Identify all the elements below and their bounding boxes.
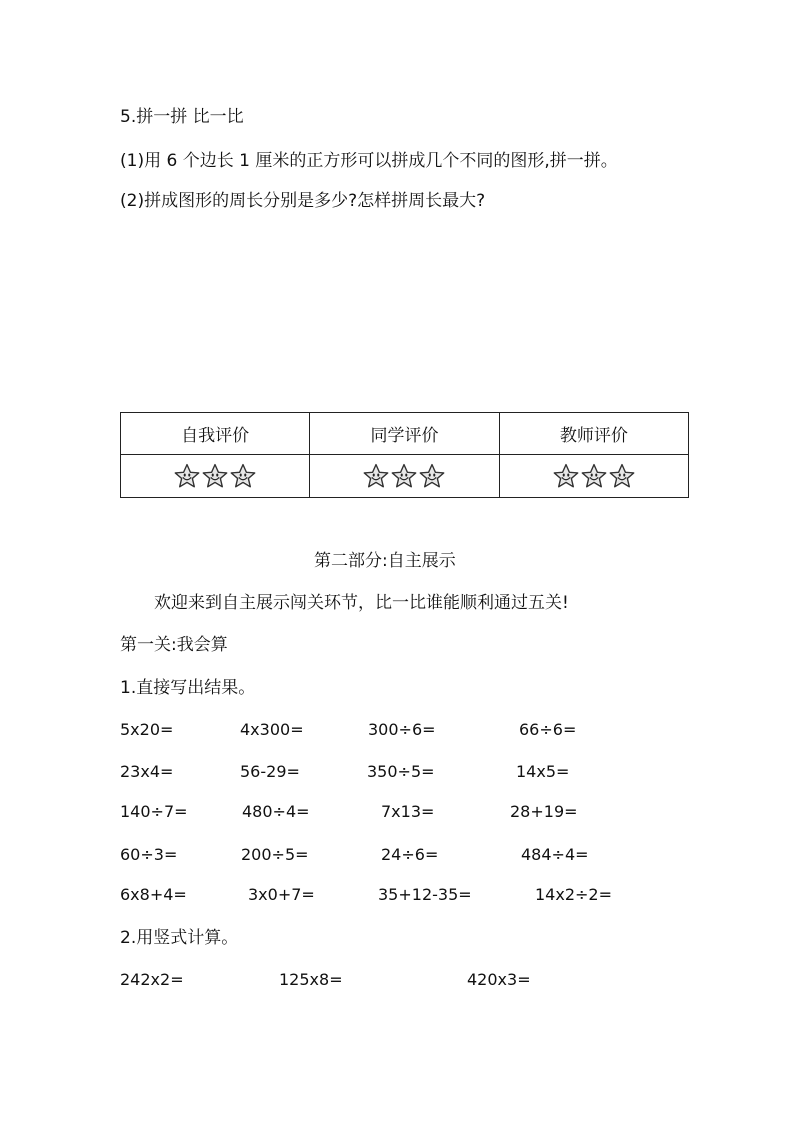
- section5-title: 5.拼一拼 比一比: [120, 107, 244, 127]
- part2-title: 第二部分:自主展示: [314, 551, 456, 571]
- evaluation-header-row: [121, 413, 689, 455]
- smiley-star-icon[interactable]: [174, 463, 200, 489]
- calc-item: 23x4=: [120, 762, 174, 781]
- peer-evaluation-stars[interactable]: [310, 455, 499, 498]
- calc-item: 7x13=: [381, 802, 435, 821]
- calc-item: 200÷5=: [241, 845, 309, 864]
- calc-item: 300÷6=: [368, 720, 436, 739]
- task2-title: 2.用竖式计算。: [120, 928, 239, 948]
- task1-title: 1.直接写出结果。: [120, 678, 256, 698]
- calc-item: 350÷5=: [367, 762, 435, 781]
- vertical-calc-item: 420x3=: [467, 970, 531, 989]
- calc-item: 140÷7=: [120, 802, 188, 821]
- smiley-star-icon[interactable]: [230, 463, 256, 489]
- calc-item: 14x2÷2=: [535, 885, 612, 904]
- calc-item: 28+19=: [510, 802, 578, 821]
- section5-question-1: (1)用 6 个边长 1 厘米的正方形可以拼成几个不同的图形,拼一拼。: [120, 151, 618, 171]
- self-evaluation-header: 自我评价: [121, 413, 310, 455]
- evaluation-stars-row: [121, 455, 689, 498]
- section5-question-2: (2)拼成图形的周长分别是多少?怎样拼周长最大?: [120, 191, 486, 211]
- calc-item: 6x8+4=: [120, 885, 187, 904]
- calc-item: 60÷3=: [120, 845, 178, 864]
- smiley-star-icon[interactable]: [609, 463, 635, 489]
- smiley-star-icon[interactable]: [363, 463, 389, 489]
- vertical-calc-item: 125x8=: [279, 970, 343, 989]
- calc-item: 14x5=: [516, 762, 570, 781]
- part2-intro: 欢迎来到自主展示闯关环节，比一比谁能顺利通过五关!: [154, 593, 569, 613]
- teacher-evaluation-stars[interactable]: [499, 455, 688, 498]
- peer-evaluation-header: 同学评价: [310, 413, 499, 455]
- calc-item: 3x0+7=: [248, 885, 315, 904]
- calc-item: 480÷4=: [242, 802, 310, 821]
- smiley-star-icon[interactable]: [419, 463, 445, 489]
- level1-title: 第一关:我会算: [120, 635, 228, 655]
- calc-item: 484÷4=: [521, 845, 589, 864]
- self-evaluation-stars[interactable]: [121, 455, 310, 498]
- calc-item: 56-29=: [240, 762, 300, 781]
- smiley-star-icon[interactable]: [581, 463, 607, 489]
- evaluation-table: [120, 412, 689, 498]
- calc-item: 4x300=: [240, 720, 304, 739]
- calc-item: 24÷6=: [381, 845, 439, 864]
- teacher-evaluation-header: 教师评价: [499, 413, 688, 455]
- calc-item: 5x20=: [120, 720, 174, 739]
- smiley-star-icon[interactable]: [202, 463, 228, 489]
- smiley-star-icon[interactable]: [391, 463, 417, 489]
- vertical-calc-item: 242x2=: [120, 970, 184, 989]
- calc-item: 35+12-35=: [378, 885, 472, 904]
- smiley-star-icon[interactable]: [553, 463, 579, 489]
- calc-item: 66÷6=: [519, 720, 577, 739]
